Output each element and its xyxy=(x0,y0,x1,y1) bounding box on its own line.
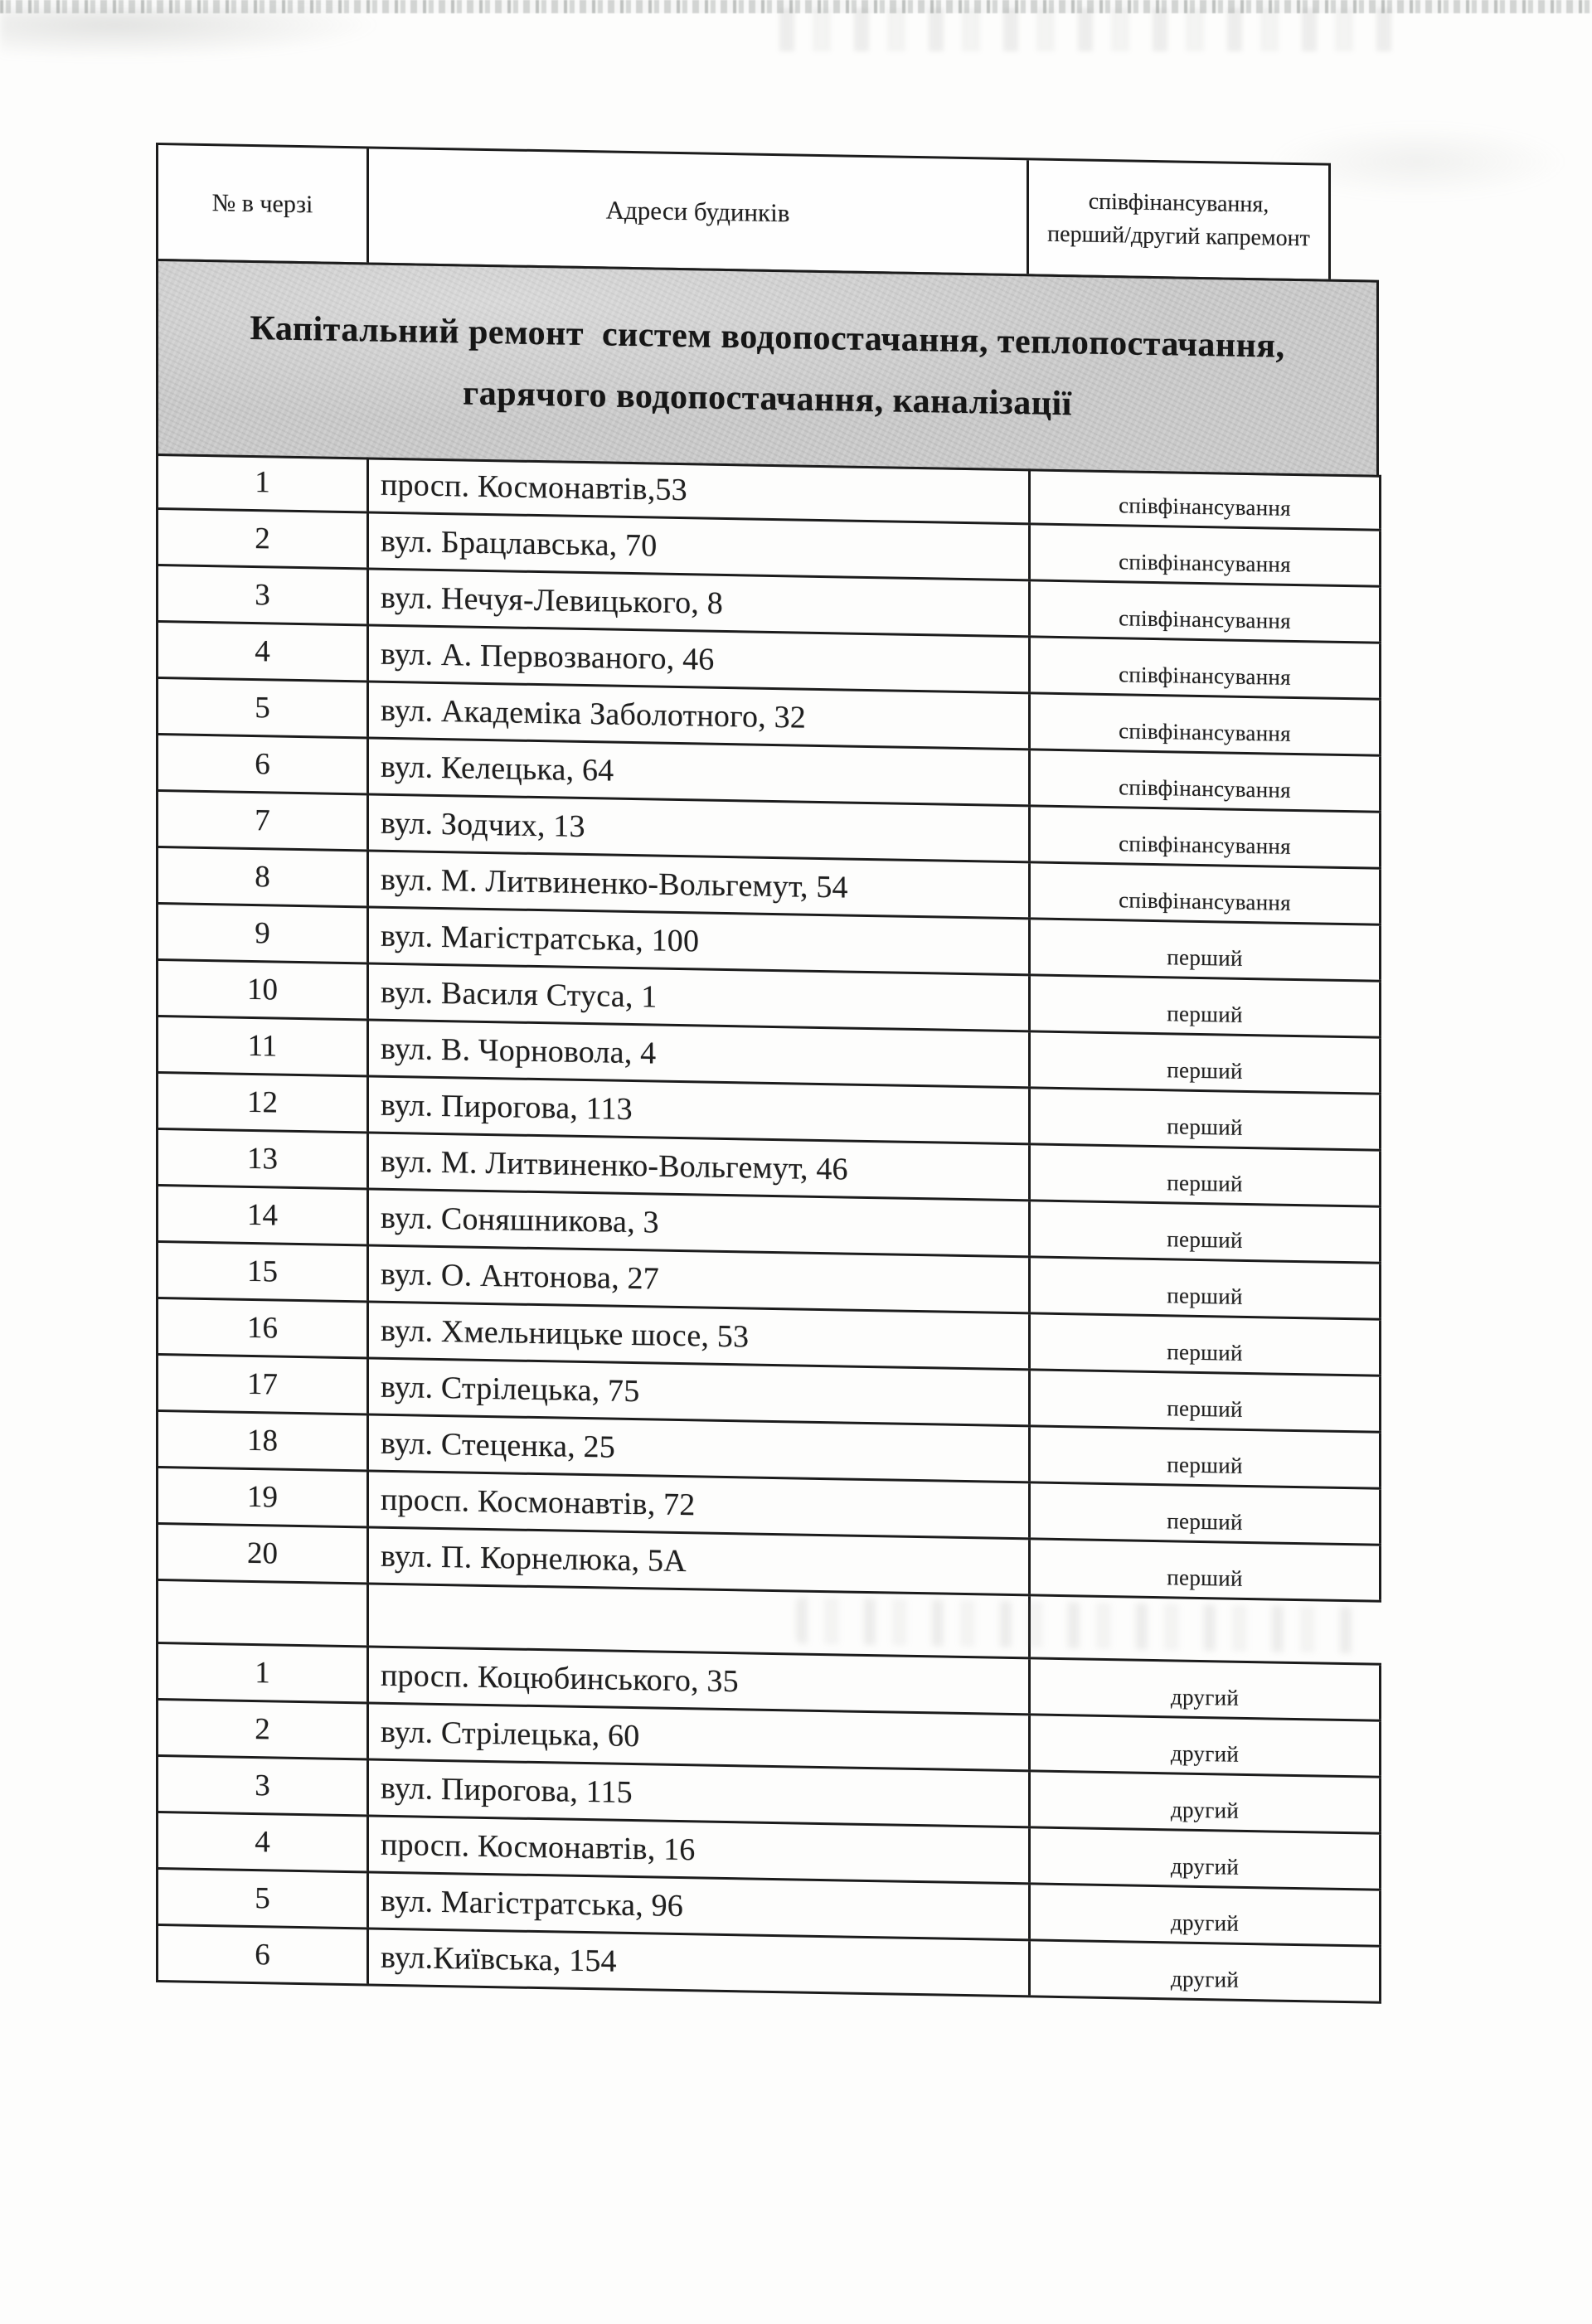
address-cell: вул. М. Литвиненко-Вольгемут, 46 xyxy=(369,1133,1031,1199)
header-funding xyxy=(1029,160,1328,279)
funding-cell: перший xyxy=(1031,1427,1381,1487)
funding-cell: співфінансування xyxy=(1031,525,1381,585)
queue-number-cell: 1 xyxy=(158,454,369,511)
funding-cell: співфінансування xyxy=(1031,468,1381,528)
queue-number-cell: 14 xyxy=(158,1186,369,1244)
queue-number-cell: 9 xyxy=(158,905,369,962)
queue-number-cell: 12 xyxy=(158,1074,369,1131)
queue-number-cell: 2 xyxy=(158,1701,369,1758)
queue-number-cell: 6 xyxy=(158,735,369,793)
funding-cell: перший xyxy=(1031,1483,1381,1543)
funding-cell: другий xyxy=(1031,1715,1381,1775)
funding-cell: другий xyxy=(1031,1941,1381,2001)
queue-number-cell: 2 xyxy=(158,510,369,567)
funding-cell: перший xyxy=(1031,1540,1381,1599)
queue-number-cell: 3 xyxy=(158,1757,369,1814)
address-cell: вул. Брацлавська, 70 xyxy=(369,513,1031,579)
queue-number-cell: 4 xyxy=(158,1813,369,1870)
address-cell: просп. Космонавтів,53 xyxy=(369,457,1031,522)
funding-cell: другий xyxy=(1031,1828,1381,1888)
address-cell: вул. Соняшникова, 3 xyxy=(369,1190,1031,1255)
queue-number-cell: 10 xyxy=(158,961,369,1018)
address-cell: вул. Нечуя-Левицького, 8 xyxy=(369,570,1031,635)
address-cell: вул. А. Первозваного, 46 xyxy=(369,626,1031,691)
funding-cell: другий xyxy=(1031,1885,1381,1944)
table-block-second xyxy=(156,1644,1381,2004)
address-cell: вул. Хмельницьке шосе, 53 xyxy=(369,1303,1031,1368)
queue-number-cell: 5 xyxy=(158,1870,369,1927)
funding-cell: співфінансування xyxy=(1031,694,1381,754)
header-addresses: Адреси будинків xyxy=(369,148,1029,274)
queue-number-cell: 16 xyxy=(158,1299,369,1356)
queue-number-cell: 3 xyxy=(158,566,369,623)
table-block-first xyxy=(156,454,1381,1603)
address-cell: вул.Київська, 154 xyxy=(369,1929,1031,1995)
funding-cell: співфінансування xyxy=(1031,750,1381,810)
separator-cell xyxy=(158,1581,369,1645)
funding-cell: перший xyxy=(1031,1371,1381,1430)
address-cell: просп. Космонавтів, 16 xyxy=(369,1817,1031,1882)
queue-number-cell: 17 xyxy=(158,1356,369,1413)
address-cell: вул. Василя Стуса, 1 xyxy=(369,964,1031,1030)
funding-cell: другий xyxy=(1031,1772,1381,1832)
queue-number-cell: 6 xyxy=(158,1926,369,1983)
funding-cell: співфінансування xyxy=(1031,581,1381,641)
queue-number-cell: 19 xyxy=(158,1468,369,1526)
address-cell: вул. Келецька, 64 xyxy=(369,739,1031,804)
funding-cell: другий xyxy=(1031,1659,1381,1719)
address-cell: вул. Стрілецька, 75 xyxy=(369,1359,1031,1424)
address-cell: вул. Стеценка, 25 xyxy=(369,1415,1031,1481)
address-cell: просп. Коцюбинського, 35 xyxy=(369,1647,1031,1713)
address-cell: вул. Пирогова, 115 xyxy=(369,1760,1031,1826)
address-cell: вул. М. Литвиненко-Вольгемут, 54 xyxy=(369,851,1031,917)
funding-cell: співфінансування xyxy=(1031,638,1381,697)
funding-cell: співфінансування xyxy=(1031,807,1381,866)
queue-number-cell: 7 xyxy=(158,792,369,849)
header-funding-line1: співфінансування, xyxy=(1088,188,1269,217)
address-cell: вул. Зодчих, 13 xyxy=(369,795,1031,861)
section-banner xyxy=(156,259,1379,478)
queue-number-cell: 18 xyxy=(158,1412,369,1469)
address-cell: вул. П. Корнелюка, 5А xyxy=(369,1528,1031,1594)
address-cell: вул. Магістратська, 96 xyxy=(369,1873,1031,1938)
section-banner-line2: гарячого водопостачання, каналізації xyxy=(463,374,1072,424)
address-cell: вул. Магістратська, 100 xyxy=(369,908,1031,973)
funding-cell: перший xyxy=(1031,976,1381,1036)
address-cell: просп. Космонавтів, 72 xyxy=(369,1472,1031,1537)
queue-number-cell: 20 xyxy=(158,1525,369,1582)
queue-number-cell: 13 xyxy=(158,1130,369,1187)
address-cell: вул. Пирогова, 113 xyxy=(369,1077,1031,1143)
queue-number-cell: 11 xyxy=(158,1017,369,1075)
queue-number-cell: 8 xyxy=(158,848,369,905)
funding-cell: перший xyxy=(1031,1145,1381,1205)
funding-cell: перший xyxy=(1031,1258,1381,1317)
address-cell: вул. Стрілецька, 60 xyxy=(369,1704,1031,1769)
funding-cell: перший xyxy=(1031,1089,1381,1148)
funding-cell: співфінансування xyxy=(1031,863,1381,923)
queue-number-cell: 15 xyxy=(158,1243,369,1300)
table-header-row xyxy=(156,143,1331,282)
section-banner-line1: Капітальний ремонт систем водопостачання, теплопостачання, xyxy=(250,308,1285,366)
queue-number-cell: 1 xyxy=(158,1644,369,1701)
address-cell: вул. О. Антонова, 27 xyxy=(369,1246,1031,1312)
queue-number-cell: 4 xyxy=(158,623,369,680)
funding-cell: перший xyxy=(1031,919,1381,979)
queue-number-cell: 5 xyxy=(158,679,369,736)
funding-cell: перший xyxy=(1031,1032,1381,1092)
address-cell: вул. В. Чорновола, 4 xyxy=(369,1021,1031,1086)
address-cell: вул. Академіка Заболотного, 32 xyxy=(369,682,1031,748)
funding-cell: перший xyxy=(1031,1314,1381,1374)
header-funding-line2: перший/другий капремонт xyxy=(1047,221,1310,251)
header-queue-number: № в черзі xyxy=(158,145,369,262)
funding-cell: перший xyxy=(1031,1201,1381,1261)
